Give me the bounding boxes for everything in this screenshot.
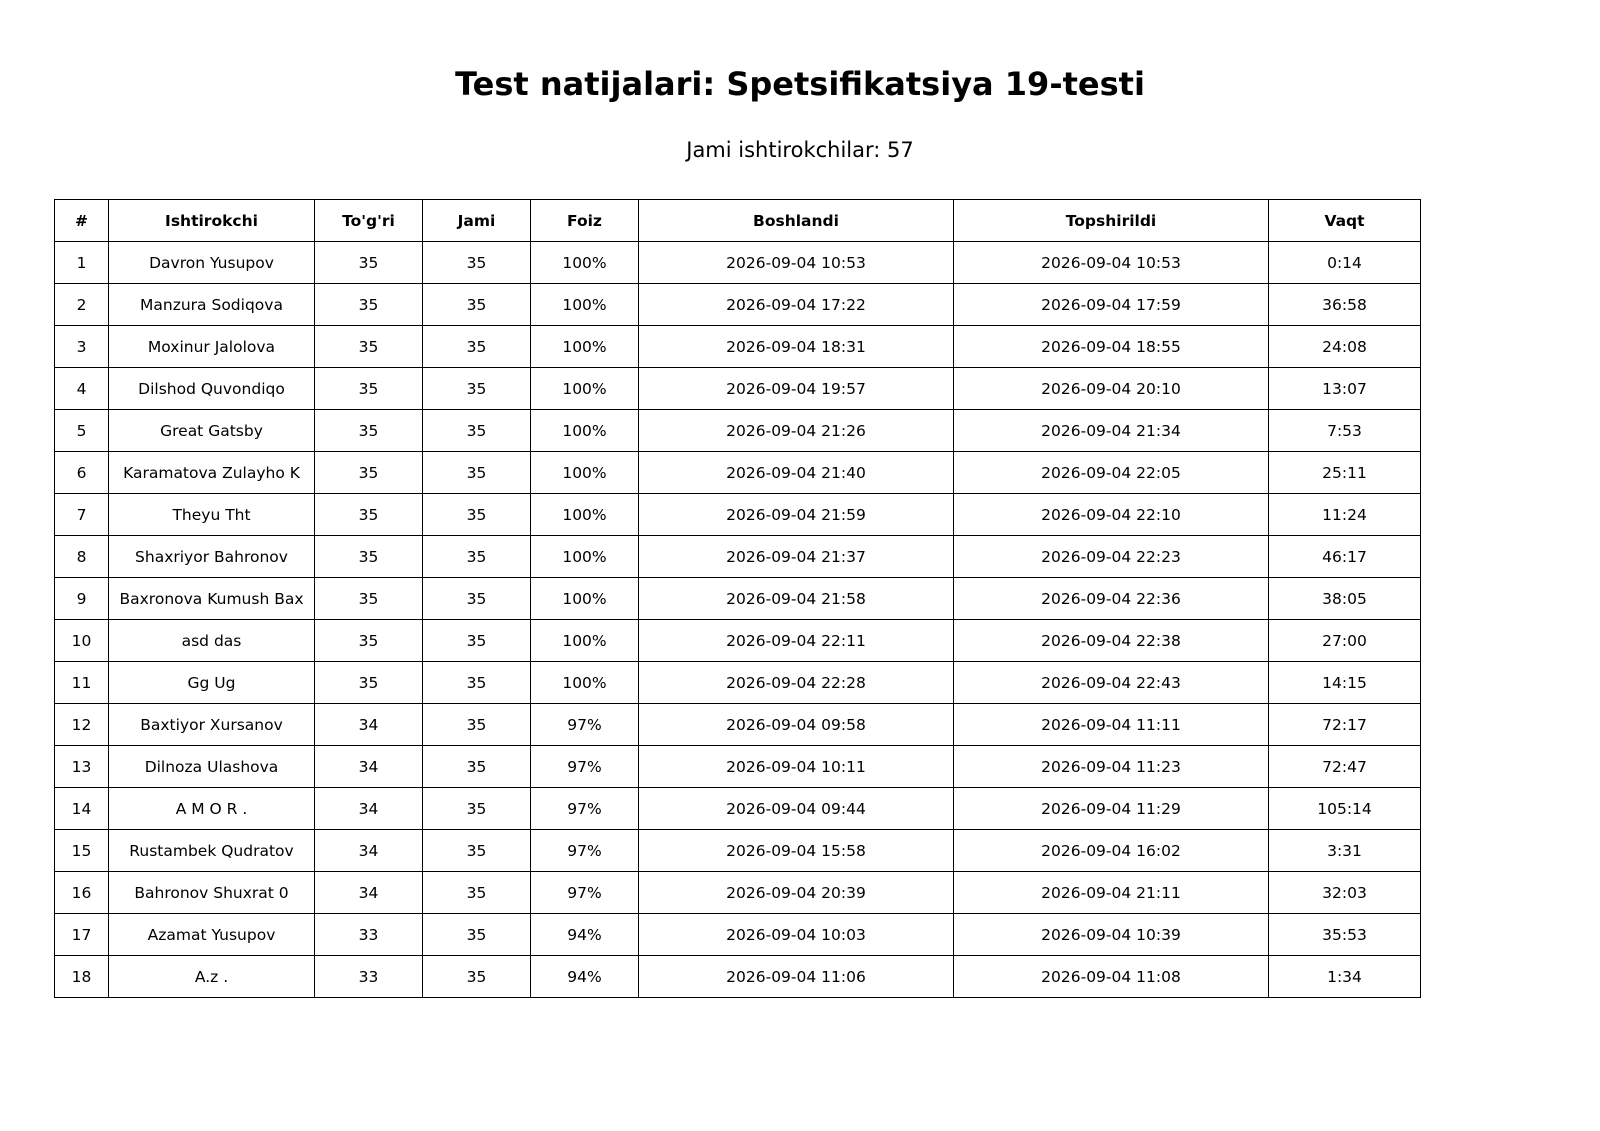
cell-correct: 35 (315, 410, 423, 452)
cell-number: 7 (55, 494, 109, 536)
cell-number: 6 (55, 452, 109, 494)
table-row (55, 368, 1421, 410)
cell-duration: 11:24 (1269, 494, 1421, 536)
cell-submitted: 2026-09-04 16:02 (954, 830, 1269, 872)
cell-correct: 35 (315, 662, 423, 704)
cell-number: 16 (55, 872, 109, 914)
table-row (55, 662, 1421, 704)
table-row (55, 242, 1421, 284)
results-table-body (55, 242, 1421, 998)
column-header-duration: Vaqt (1269, 200, 1421, 242)
cell-total: 35 (423, 494, 531, 536)
cell-submitted: 2026-09-04 22:10 (954, 494, 1269, 536)
cell-percent: 100% (531, 368, 639, 410)
cell-duration: 72:17 (1269, 704, 1421, 746)
cell-participant: Great Gatsby (109, 410, 315, 452)
cell-percent: 100% (531, 242, 639, 284)
cell-participant: Azamat Yusupov (109, 914, 315, 956)
cell-submitted: 2026-09-04 10:53 (954, 242, 1269, 284)
cell-correct: 35 (315, 368, 423, 410)
column-header-started: Boshlandi (639, 200, 954, 242)
cell-correct: 34 (315, 746, 423, 788)
cell-participant: asd das (109, 620, 315, 662)
cell-duration: 36:58 (1269, 284, 1421, 326)
cell-total: 35 (423, 620, 531, 662)
table-row (55, 704, 1421, 746)
cell-total: 35 (423, 284, 531, 326)
cell-started: 2026-09-04 21:37 (639, 536, 954, 578)
cell-total: 35 (423, 746, 531, 788)
cell-total: 35 (423, 662, 531, 704)
cell-correct: 34 (315, 830, 423, 872)
cell-participant: Manzura Sodiqova (109, 284, 315, 326)
cell-total: 35 (423, 704, 531, 746)
table-row (55, 578, 1421, 620)
cell-number: 18 (55, 956, 109, 998)
cell-submitted: 2026-09-04 22:38 (954, 620, 1269, 662)
cell-number: 15 (55, 830, 109, 872)
cell-started: 2026-09-04 22:28 (639, 662, 954, 704)
cell-percent: 100% (531, 410, 639, 452)
cell-percent: 97% (531, 830, 639, 872)
table-row (55, 788, 1421, 830)
cell-correct: 35 (315, 242, 423, 284)
cell-duration: 7:53 (1269, 410, 1421, 452)
table-header-row (55, 200, 1421, 242)
table-row (55, 872, 1421, 914)
cell-number: 12 (55, 704, 109, 746)
cell-started: 2026-09-04 10:03 (639, 914, 954, 956)
cell-number: 13 (55, 746, 109, 788)
cell-percent: 100% (531, 284, 639, 326)
column-header-percent: Foiz (531, 200, 639, 242)
column-header-submitted: Topshirildi (954, 200, 1269, 242)
cell-participant: Dilnoza Ulashova (109, 746, 315, 788)
cell-number: 11 (55, 662, 109, 704)
cell-started: 2026-09-04 18:31 (639, 326, 954, 368)
cell-correct: 35 (315, 494, 423, 536)
cell-total: 35 (423, 578, 531, 620)
cell-number: 4 (55, 368, 109, 410)
cell-duration: 32:03 (1269, 872, 1421, 914)
cell-participant: A M O R . (109, 788, 315, 830)
page-title: Test natijalari: Spetsifikatsiya 19-testi (455, 65, 1145, 103)
cell-started: 2026-09-04 21:59 (639, 494, 954, 536)
cell-number: 2 (55, 284, 109, 326)
table-row (55, 284, 1421, 326)
cell-correct: 35 (315, 578, 423, 620)
cell-duration: 46:17 (1269, 536, 1421, 578)
cell-number: 17 (55, 914, 109, 956)
cell-duration: 105:14 (1269, 788, 1421, 830)
cell-correct: 35 (315, 326, 423, 368)
cell-participant: A.z . (109, 956, 315, 998)
cell-correct: 35 (315, 536, 423, 578)
cell-percent: 100% (531, 662, 639, 704)
table-row (55, 956, 1421, 998)
cell-percent: 94% (531, 956, 639, 998)
cell-started: 2026-09-04 17:22 (639, 284, 954, 326)
cell-correct: 34 (315, 704, 423, 746)
cell-submitted: 2026-09-04 11:23 (954, 746, 1269, 788)
cell-started: 2026-09-04 21:58 (639, 578, 954, 620)
cell-total: 35 (423, 410, 531, 452)
cell-submitted: 2026-09-04 22:36 (954, 578, 1269, 620)
cell-duration: 13:07 (1269, 368, 1421, 410)
cell-participant: Baxronova Kumush Bax (109, 578, 315, 620)
cell-started: 2026-09-04 09:58 (639, 704, 954, 746)
cell-number: 14 (55, 788, 109, 830)
cell-submitted: 2026-09-04 11:08 (954, 956, 1269, 998)
results-table (54, 199, 1421, 998)
cell-total: 35 (423, 914, 531, 956)
cell-correct: 33 (315, 914, 423, 956)
cell-started: 2026-09-04 20:39 (639, 872, 954, 914)
cell-number: 3 (55, 326, 109, 368)
column-header-number: # (55, 200, 109, 242)
cell-started: 2026-09-04 21:40 (639, 452, 954, 494)
table-row (55, 914, 1421, 956)
cell-participant: Bahronov Shuxrat 0 (109, 872, 315, 914)
cell-duration: 3:31 (1269, 830, 1421, 872)
cell-correct: 33 (315, 956, 423, 998)
cell-percent: 100% (531, 326, 639, 368)
cell-correct: 35 (315, 620, 423, 662)
table-row (55, 536, 1421, 578)
cell-correct: 34 (315, 788, 423, 830)
column-header-correct: To'g'ri (315, 200, 423, 242)
table-row (55, 452, 1421, 494)
cell-participant: Rustambek Qudratov (109, 830, 315, 872)
cell-started: 2026-09-04 10:11 (639, 746, 954, 788)
cell-submitted: 2026-09-04 20:10 (954, 368, 1269, 410)
cell-percent: 97% (531, 704, 639, 746)
table-row (55, 494, 1421, 536)
cell-duration: 38:05 (1269, 578, 1421, 620)
cell-correct: 35 (315, 284, 423, 326)
cell-total: 35 (423, 872, 531, 914)
cell-number: 1 (55, 242, 109, 284)
cell-percent: 97% (531, 788, 639, 830)
cell-percent: 97% (531, 872, 639, 914)
cell-total: 35 (423, 326, 531, 368)
cell-submitted: 2026-09-04 10:39 (954, 914, 1269, 956)
table-row (55, 746, 1421, 788)
table-row (55, 620, 1421, 662)
cell-started: 2026-09-04 09:44 (639, 788, 954, 830)
cell-participant: Karamatova Zulayho K (109, 452, 315, 494)
cell-number: 10 (55, 620, 109, 662)
cell-duration: 1:34 (1269, 956, 1421, 998)
cell-participant: Dilshod Quvondiqo (109, 368, 315, 410)
cell-participant: Shaxriyor Bahronov (109, 536, 315, 578)
cell-started: 2026-09-04 21:26 (639, 410, 954, 452)
cell-submitted: 2026-09-04 11:29 (954, 788, 1269, 830)
cell-number: 5 (55, 410, 109, 452)
cell-participant: Moxinur Jalolova (109, 326, 315, 368)
cell-percent: 100% (531, 494, 639, 536)
cell-submitted: 2026-09-04 21:34 (954, 410, 1269, 452)
cell-duration: 0:14 (1269, 242, 1421, 284)
cell-started: 2026-09-04 11:06 (639, 956, 954, 998)
cell-percent: 100% (531, 536, 639, 578)
cell-started: 2026-09-04 15:58 (639, 830, 954, 872)
table-row (55, 326, 1421, 368)
cell-duration: 24:08 (1269, 326, 1421, 368)
column-header-total: Jami (423, 200, 531, 242)
cell-percent: 100% (531, 452, 639, 494)
cell-started: 2026-09-04 10:53 (639, 242, 954, 284)
cell-percent: 100% (531, 578, 639, 620)
cell-total: 35 (423, 956, 531, 998)
table-row (55, 830, 1421, 872)
table-row (55, 410, 1421, 452)
cell-submitted: 2026-09-04 17:59 (954, 284, 1269, 326)
cell-total: 35 (423, 788, 531, 830)
cell-percent: 100% (531, 620, 639, 662)
cell-percent: 97% (531, 746, 639, 788)
cell-correct: 34 (315, 872, 423, 914)
cell-duration: 35:53 (1269, 914, 1421, 956)
cell-submitted: 2026-09-04 21:11 (954, 872, 1269, 914)
cell-number: 8 (55, 536, 109, 578)
cell-started: 2026-09-04 19:57 (639, 368, 954, 410)
cell-participant: Theyu Tht (109, 494, 315, 536)
cell-total: 35 (423, 452, 531, 494)
cell-started: 2026-09-04 22:11 (639, 620, 954, 662)
cell-number: 9 (55, 578, 109, 620)
cell-duration: 72:47 (1269, 746, 1421, 788)
cell-percent: 94% (531, 914, 639, 956)
cell-duration: 27:00 (1269, 620, 1421, 662)
cell-submitted: 2026-09-04 18:55 (954, 326, 1269, 368)
column-header-participant: Ishtirokchi (109, 200, 315, 242)
cell-submitted: 2026-09-04 22:43 (954, 662, 1269, 704)
cell-duration: 25:11 (1269, 452, 1421, 494)
cell-duration: 14:15 (1269, 662, 1421, 704)
cell-submitted: 2026-09-04 11:11 (954, 704, 1269, 746)
cell-total: 35 (423, 368, 531, 410)
cell-submitted: 2026-09-04 22:05 (954, 452, 1269, 494)
cell-participant: Baxtiyor Xursanov (109, 704, 315, 746)
cell-participant: Davron Yusupov (109, 242, 315, 284)
cell-participant: Gg Ug (109, 662, 315, 704)
cell-total: 35 (423, 536, 531, 578)
cell-total: 35 (423, 830, 531, 872)
cell-submitted: 2026-09-04 22:23 (954, 536, 1269, 578)
cell-total: 35 (423, 242, 531, 284)
participants-count: Jami ishtirokchilar: 57 (686, 138, 914, 162)
cell-correct: 35 (315, 452, 423, 494)
